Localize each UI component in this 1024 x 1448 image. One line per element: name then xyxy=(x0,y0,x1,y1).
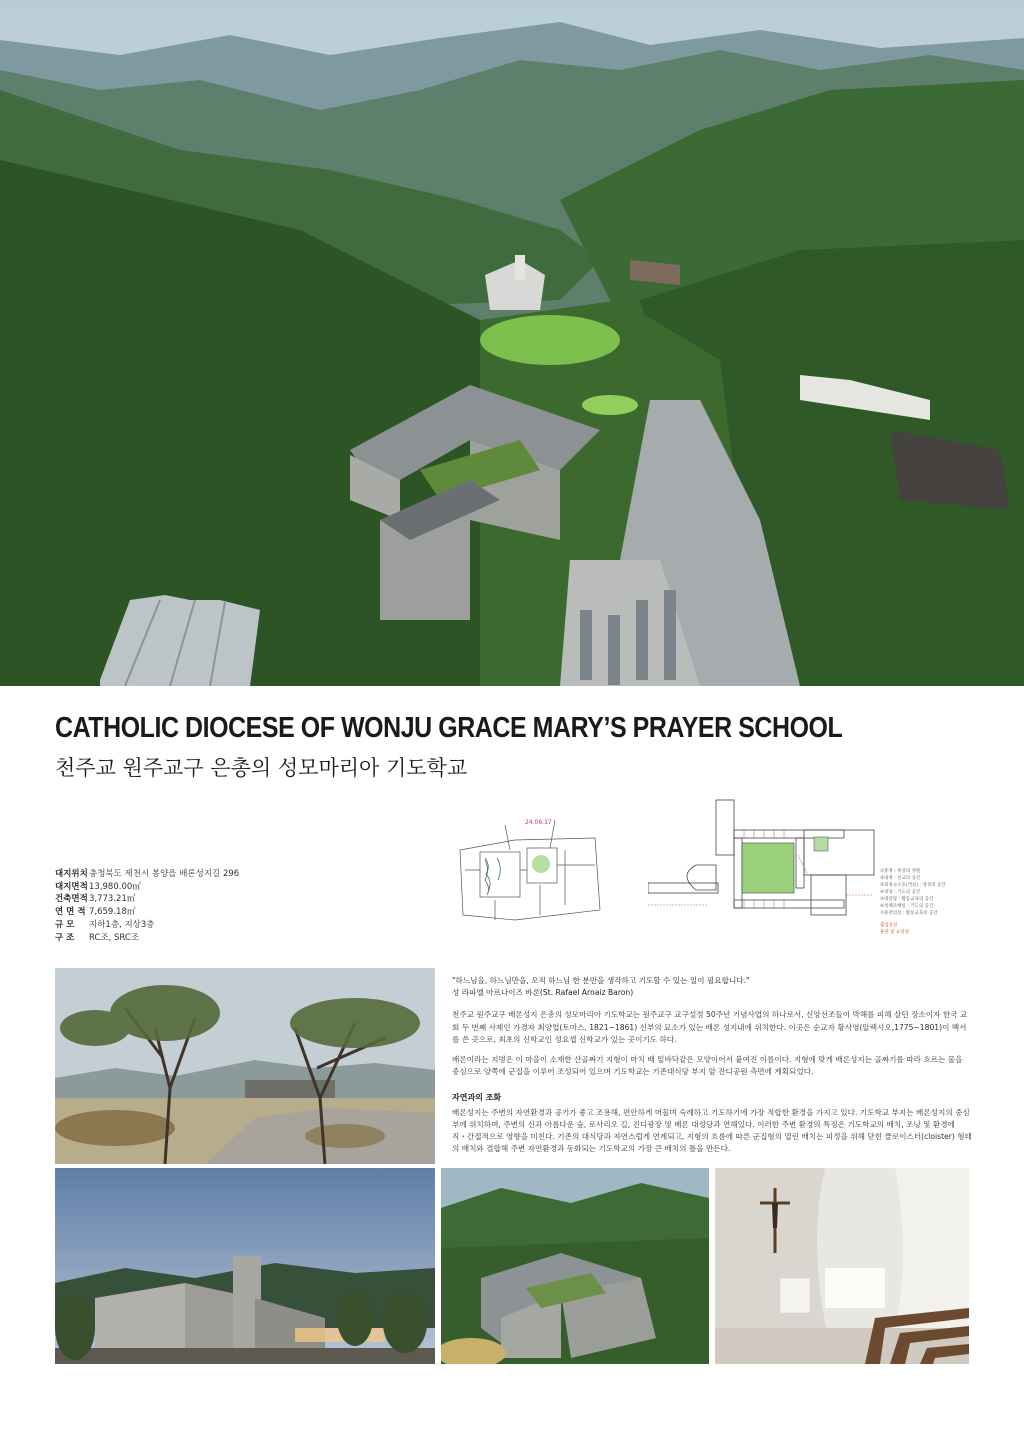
spec-value: 7,659.18㎡ xyxy=(89,907,136,918)
floor-plan-drawing xyxy=(648,795,878,920)
paragraph-nature: 배론성지는 주변의 자연환경과 공기가 좋고 조용해, 편안하게 머물며 숙례하고 기도하기에 가장 적합한 환경을 가지고 있다. 기도학교 부지는 배론성지의 중심부에 위치하며, 주변의 신과 아름다운 숲, 로사리오 길, 진디광장 및 배론 대성당과 연해있다. 이러한 주변 환경의 특징은 기도학교의 배치, 조닝 및 환경에 직・간접적으로 영향을 미친다. 기존의 대식당과 자연스럽게 연계되고, 지형의 흐름에 따른 군집형의 열린 배치는 피정을 위해 닫힌 클로이스터(cloister) 형태의 배치와 결합해 주변 자연환경과 동화되는 기도학교의 가장 큰 배치의 틀을 만든다. xyxy=(452,1107,972,1154)
paragraph-intro: 천주교 원주교구 배론성지 은총의 성모마리아 기도학교는 원주교구 교구설정 50주년 기념사업의 하나로서, 신앙선조들이 박해를 피해 살던 장소이자 한국 교회 두 번째 사제인 가경자 최양업(토마스, 1821~1861) 신부의 묘소가 있는 배론 성지내에 위치한다. 이곳은 순교자 황사영(알렉시오,1775~1801)이 백서를 쓴 곳으로, 최초의 신학교인 성요셉 신학교가 있는 곳이기도 하다. xyxy=(452,1010,968,1044)
trees-path-image xyxy=(55,968,435,1164)
legend-item: ⑤대강당 : 활동교육의 공간 xyxy=(880,897,934,902)
plan-legend xyxy=(880,868,946,936)
photo-aerial-building xyxy=(441,1168,709,1364)
quote-text: "하느님을, 하느님만을, 오직 하느님 한 분만을 생각하고 기도할 수 있는 일이 필요합니다." xyxy=(452,976,750,985)
quote-author: 성 라파엘 아르나이즈 바론(St. Rafael Arnaiz Baron) xyxy=(452,988,634,998)
spec-value: 지하1층, 지상3층 xyxy=(89,919,155,930)
spec-value: 충청북도 제천시 봉양읍 배론성지길 296 xyxy=(89,869,240,879)
spec-key: 건축면적 xyxy=(55,894,88,905)
spec-value: RC조, SRC조 xyxy=(89,932,140,943)
spec-row-site-location xyxy=(55,868,239,881)
aerial-building-image xyxy=(441,1168,709,1364)
chapel-interior-image xyxy=(715,1168,969,1364)
spec-row-site-area xyxy=(55,881,239,894)
legend-item: ③피정숙소동(객실) : 영성의 공간 xyxy=(880,883,946,888)
spec-key: 연 면 적 xyxy=(55,907,86,918)
section-heading: 자연과의 조화 xyxy=(452,1093,502,1103)
concept-sketch xyxy=(455,810,605,928)
photo-trees-path xyxy=(55,968,435,1164)
legend-item: ⑥성체조배실 : 기도의 공간 xyxy=(880,904,934,909)
legend-line-item: 출입동선 xyxy=(880,923,898,928)
photo-chapel-interior xyxy=(715,1168,969,1364)
dusk-exterior-image xyxy=(55,1168,435,1364)
legend-item: ①중정 : 묵상의 정원 xyxy=(880,869,921,874)
page-title-ko: 천주교 원주교구 은총의 성모마리아 기도학교 xyxy=(55,756,468,780)
spec-key: 구 조 xyxy=(55,932,75,943)
spec-row-building-area xyxy=(55,893,239,906)
paragraph-site-name: 배론이라는 지명은 이 마을이 소재한 산골짜기 지형이 마치 배 밑바닥같은 모양이어서 붙여진 이름이다. 지형에 맞게 배론성지는 골짜기를 따라 흐르는 물을 중심으로 양쪽에 군집을 이루어 조성되어 있으며 기도학교는 기존대식당 부지 앞 잔디공원 측면에 계획되었다. xyxy=(452,1055,963,1077)
aerial-landscape-image xyxy=(0,0,1024,686)
page-title-en: CATHOLIC DIOCESE OF WONJU GRACE MARY’S PRAYER SCHOOL xyxy=(55,712,843,744)
legend-item: ④성당 : 기도의 공간 xyxy=(880,890,921,895)
legend-item: ②내정 : 친교의 공간 xyxy=(880,876,921,881)
spec-row-structure xyxy=(55,932,239,945)
spec-row-gross-floor-area xyxy=(55,906,239,919)
spec-key: 대지면적 xyxy=(55,881,88,892)
floor-plan xyxy=(648,795,878,920)
spec-key: 규 모 xyxy=(55,919,75,930)
sketch-drawing xyxy=(455,810,605,928)
legend-line-item: 휴관 및 요당실 xyxy=(880,930,909,935)
photo-dusk-exterior xyxy=(55,1168,435,1364)
spec-row-scale xyxy=(55,919,239,932)
article-text xyxy=(452,975,972,1163)
spec-value: 13,980.00㎡ xyxy=(89,881,141,892)
sketch-date-note: 24.06.17 xyxy=(525,819,552,826)
quote-block xyxy=(452,975,972,999)
legend-item: ⑦중강의실 : 활동교육의 공간 xyxy=(880,911,938,916)
spec-value: 3,773.21㎡ xyxy=(89,894,136,905)
spec-key: 대지위치 xyxy=(55,869,88,879)
hero-aerial-photo xyxy=(0,0,1024,686)
project-specs xyxy=(55,868,239,944)
